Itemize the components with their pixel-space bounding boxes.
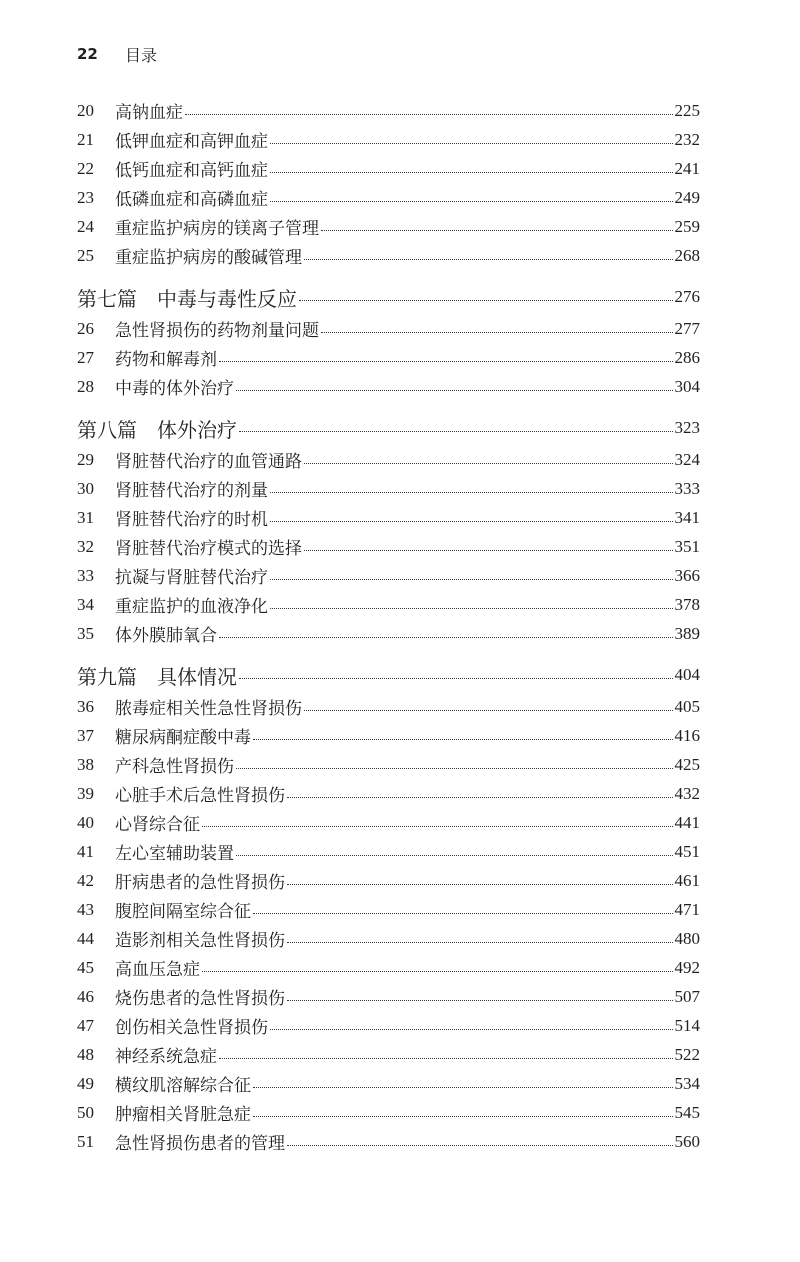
toc-entry[interactable] [77,532,700,561]
chapter-title: 低钾血症和高钾血症 [115,132,268,152]
chapter-number: 34 [77,594,94,614]
chapter-number: 49 [77,1073,94,1093]
page-ref: 451 [674,841,700,861]
chapter-title: 抗凝与肾脏替代治疗 [115,568,268,588]
toc-entry[interactable] [77,1011,700,1040]
toc-entry[interactable] [77,866,700,895]
page-ref: 286 [674,347,700,367]
chapter-title: 横纹肌溶解综合征 [115,1076,251,1096]
page-ref: 241 [674,158,700,178]
dot-leader [253,912,673,914]
toc-entry[interactable] [77,212,700,241]
chapter-number: 30 [77,478,94,498]
dot-leader [321,229,673,231]
toc-entry[interactable] [77,924,700,953]
page-ref: 351 [674,536,700,556]
part-title: 中毒与毒性反应 [157,286,297,311]
chapter-title: 脓毒症相关性急性肾损伤 [115,699,302,719]
dot-leader [287,1144,673,1146]
toc-entry[interactable] [77,1098,700,1127]
page-ref: 304 [674,376,700,396]
page-ref: 323 [674,418,700,437]
dot-leader [287,796,673,798]
dot-leader [270,200,673,202]
chapter-title: 急性肾损伤患者的管理 [115,1134,285,1154]
toc-entry[interactable] [77,982,700,1011]
chapter-number: 22 [77,158,94,178]
toc-entry[interactable] [77,343,700,372]
chapter-number: 51 [77,1131,94,1151]
toc-part-heading[interactable] [77,658,700,692]
dot-leader [270,171,673,173]
page-ref: 366 [674,565,700,585]
dot-leader [270,1028,673,1030]
chapter-title: 创伤相关急性肾损伤 [115,1018,268,1038]
chapter-title: 高钠血症 [115,103,183,123]
chapter-number: 46 [77,986,94,1006]
chapter-title: 肾脏替代治疗的血管通路 [115,452,302,472]
chapter-title: 体外膜肺氧合 [115,626,217,646]
chapter-number: 21 [77,129,94,149]
dot-leader [304,258,673,260]
chapter-title: 肿瘤相关肾脏急症 [115,1105,251,1125]
dot-leader [185,113,673,115]
chapter-title: 产科急性肾损伤 [115,757,234,777]
chapter-title: 低磷血症和高磷血症 [115,190,268,210]
page-ref: 268 [674,245,700,265]
chapter-number: 26 [77,318,94,338]
toc-entry[interactable] [77,692,700,721]
chapter-title: 左心室辅助装置 [115,844,234,864]
page-ref: 480 [674,928,700,948]
chapter-number: 44 [77,928,94,948]
chapter-title: 重症监护病房的酸碱管理 [115,248,302,268]
chapter-number: 25 [77,245,94,265]
page-ref: 249 [674,187,700,207]
page-ref: 560 [674,1131,700,1151]
page-ref: 333 [674,478,700,498]
page-ref: 232 [674,129,700,149]
chapter-title: 重症监护的血液净化 [115,597,268,617]
page-ref: 389 [674,623,700,643]
dot-leader [270,578,673,580]
chapter-number: 32 [77,536,94,556]
toc-entry[interactable] [77,808,700,837]
chapter-title: 急性肾损伤的药物剂量问题 [115,321,319,341]
toc-entry[interactable] [77,372,700,401]
part-label: 第九篇 [77,664,137,689]
dot-leader [304,549,673,551]
dot-leader [287,999,673,1001]
chapter-title: 高血压急症 [115,960,200,980]
dot-leader [219,636,673,638]
chapter-title: 中毒的体外治疗 [115,379,234,399]
chapter-title: 重症监护病房的镁离子管理 [115,219,319,239]
dot-leader [253,1086,673,1088]
page-ref: 507 [674,986,700,1006]
toc-entry[interactable] [77,241,700,270]
page-ref: 471 [674,899,700,919]
page-header [77,42,157,66]
dot-leader [239,430,673,432]
chapter-number: 38 [77,754,94,774]
chapter-number: 50 [77,1102,94,1122]
dot-leader [287,941,673,943]
toc-entry[interactable] [77,125,700,154]
toc-entry[interactable] [77,895,700,924]
chapter-title: 肾脏替代治疗模式的选择 [115,539,302,559]
chapter-number: 28 [77,376,94,396]
page-ref: 277 [674,318,700,338]
page-ref: 492 [674,957,700,977]
page-number: 22 [77,45,98,63]
chapter-number: 29 [77,449,94,469]
chapter-title: 肾脏替代治疗的时机 [115,510,268,530]
dot-leader [270,607,673,609]
dot-leader [270,520,673,522]
chapter-title: 腹腔间隔室综合征 [115,902,251,922]
running-title: 目录 [125,45,158,65]
toc-entry[interactable] [77,503,700,532]
page-ref: 534 [674,1073,700,1093]
page-ref: 324 [674,449,700,469]
chapter-title: 糖尿病酮症酸中毒 [115,728,251,748]
page-ref: 514 [674,1015,700,1035]
chapter-title: 肝病患者的急性肾损伤 [115,873,285,893]
toc-entry[interactable] [77,561,700,590]
chapter-number: 41 [77,841,94,861]
dot-leader [253,1115,673,1117]
part-title: 体外治疗 [157,417,237,442]
dot-leader [202,825,673,827]
dot-leader [304,462,673,464]
toc-entry[interactable] [77,314,700,343]
dot-leader [236,767,673,769]
chapter-number: 36 [77,696,94,716]
chapter-number: 33 [77,565,94,585]
chapter-number: 24 [77,216,94,236]
toc-entry[interactable] [77,154,700,183]
dot-leader [219,1057,673,1059]
toc-entry[interactable] [77,619,700,648]
page-ref: 425 [674,754,700,774]
page-ref: 404 [674,665,700,684]
toc-entry[interactable] [77,590,700,619]
chapter-number: 37 [77,725,94,745]
toc-entry[interactable] [77,750,700,779]
toc-entry[interactable] [77,474,700,503]
toc-part-heading[interactable] [77,280,700,314]
chapter-number: 42 [77,870,94,890]
part-label: 第八篇 [77,417,137,442]
dot-leader [270,142,673,144]
page-ref: 378 [674,594,700,614]
page-ref: 416 [674,725,700,745]
table-of-contents [77,96,700,1156]
dot-leader [304,709,673,711]
chapter-title: 烧伤患者的急性肾损伤 [115,989,285,1009]
chapter-number: 48 [77,1044,94,1064]
chapter-title: 药物和解毒剂 [115,350,217,370]
chapter-number: 47 [77,1015,94,1035]
toc-entry[interactable] [77,721,700,750]
toc-part-heading[interactable] [77,411,700,445]
page-ref: 341 [674,507,700,527]
dot-leader [270,491,673,493]
toc-entry[interactable] [77,1069,700,1098]
chapter-number: 35 [77,623,94,643]
dot-leader [299,299,673,301]
toc-entry[interactable] [77,1040,700,1069]
page-ref: 225 [674,100,700,120]
page-ref: 259 [674,216,700,236]
toc-entry[interactable] [77,1127,700,1156]
chapter-number: 40 [77,812,94,832]
chapter-title: 心肾综合征 [115,815,200,835]
chapter-title: 心脏手术后急性肾损伤 [115,786,285,806]
dot-leader [202,970,673,972]
page-ref: 441 [674,812,700,832]
toc-entry[interactable] [77,183,700,212]
chapter-number: 45 [77,957,94,977]
page-ref: 461 [674,870,700,890]
part-label: 第七篇 [77,286,137,311]
dot-leader [219,360,673,362]
chapter-title: 造影剂相关急性肾损伤 [115,931,285,951]
chapter-title: 神经系统急症 [115,1047,217,1067]
dot-leader [239,677,673,679]
chapter-number: 23 [77,187,94,207]
chapter-number: 20 [77,100,94,120]
chapter-number: 39 [77,783,94,803]
chapter-number: 31 [77,507,94,527]
toc-entry[interactable] [77,445,700,474]
chapter-title: 肾脏替代治疗的剂量 [115,481,268,501]
page-ref: 276 [674,287,700,306]
chapter-number: 43 [77,899,94,919]
toc-entry[interactable] [77,837,700,866]
part-title: 具体情况 [157,664,237,689]
dot-leader [253,738,673,740]
toc-entry[interactable] [77,96,700,125]
page-ref: 522 [674,1044,700,1064]
chapter-title: 低钙血症和高钙血症 [115,161,268,181]
dot-leader [236,389,673,391]
dot-leader [321,331,673,333]
toc-entry[interactable] [77,779,700,808]
page-ref: 405 [674,696,700,716]
toc-entry[interactable] [77,953,700,982]
chapter-number: 27 [77,347,94,367]
page-ref: 545 [674,1102,700,1122]
page-ref: 432 [674,783,700,803]
dot-leader [236,854,673,856]
dot-leader [287,883,673,885]
